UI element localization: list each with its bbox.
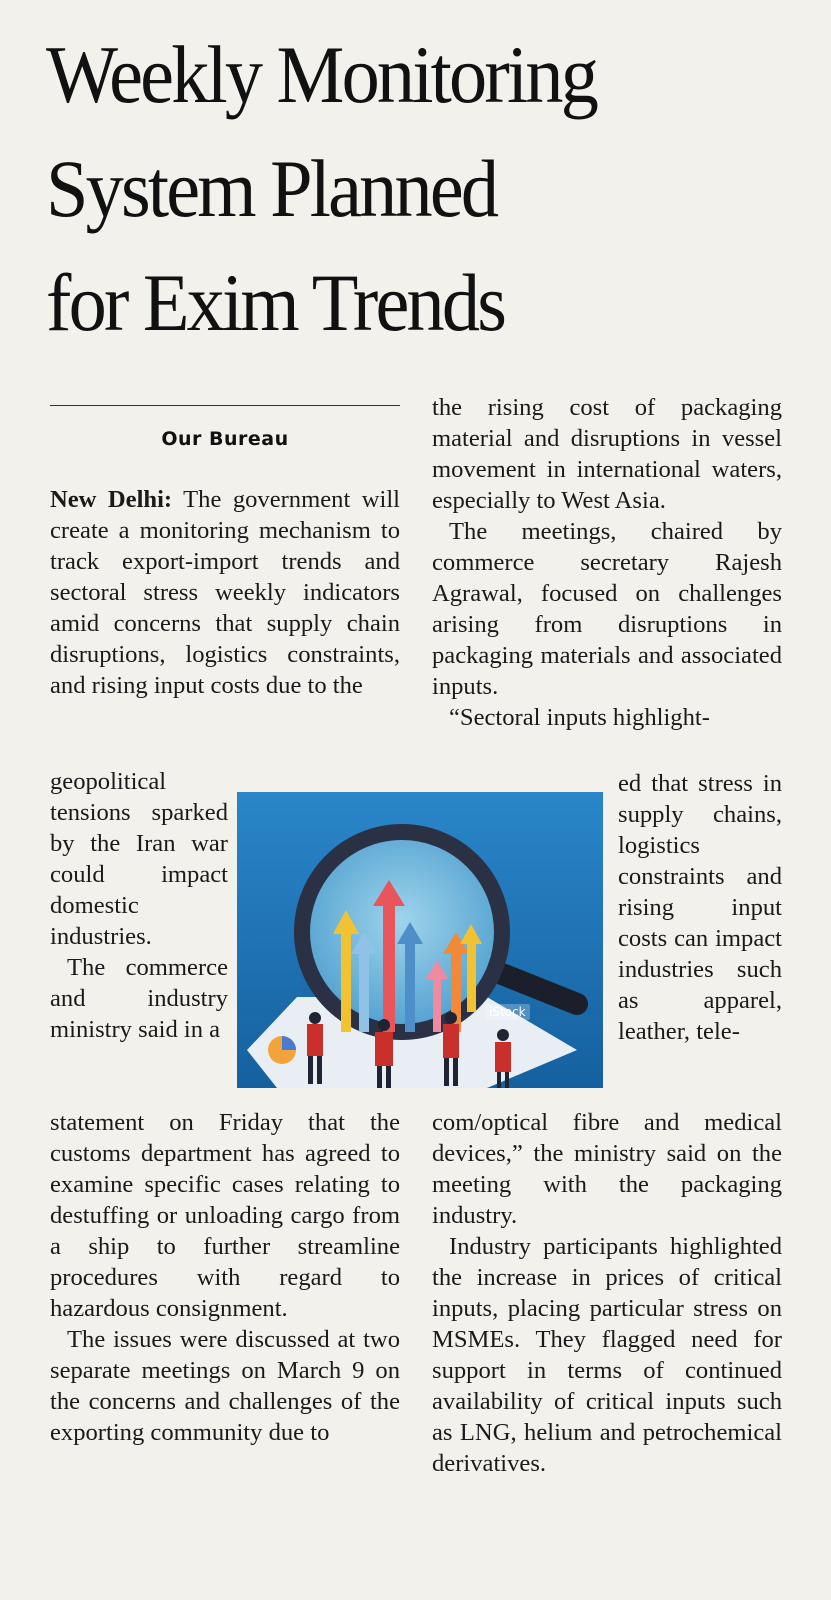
- column-2-top: [432, 392, 782, 733]
- headline-line-3: for Exim Trends: [46, 257, 505, 348]
- headline-line-1: Weekly Monitoring: [46, 29, 597, 120]
- article-photo: [237, 792, 603, 1088]
- paragraph-1-text: The government will create a monitoring mechanism to track export-import trends and sectoral stress weekly indicators amid concerns that supply chain disruptions, logistics constraints, and rising input costs due to the: [50, 486, 401, 699]
- paragraph-6-wrap: ed that stress in supply chains, logistics constraints and rising input costs can impact industries such as apparel, leather, tele-: [618, 770, 782, 1045]
- paragraph-3: The issues were discussed at two separate meetings on March 9 on the concerns and challenges of the exporting community due to: [50, 1326, 400, 1446]
- paragraph-6-lead: “Sectoral inputs highlight-: [449, 704, 710, 731]
- paragraph-1-intro: [50, 484, 400, 701]
- paragraph-1-wrap: geopolitical tensions sparked by the Iran war could impact domestic industries.: [50, 768, 228, 950]
- byline-rule: [50, 405, 400, 406]
- column-1-wrap: [50, 766, 228, 1045]
- magnifying-glass-illustration-icon: [237, 792, 603, 1088]
- paragraph-6-rest: com/optical fibre and medical devices,” the ministry said on the meeting with the packaging industry.: [432, 1109, 782, 1229]
- column-2-bottom: [432, 1107, 782, 1479]
- headline-line-2: System Planned: [46, 143, 497, 234]
- paragraph-2-rest: statement on Friday that the customs department has agreed to examine specific cases relating to destuffing or unloading cargo from a ship to further streamline procedures with regard to hazardous consignment.: [50, 1109, 400, 1322]
- paragraph-2-wrap: The commerce and industry ministry said in a: [50, 954, 228, 1043]
- byline: Our Bureau: [161, 428, 289, 450]
- paragraph-5: The meetings, chaired by commerce secretary Rajesh Agrawal, focused on challenges arising from disruptions in packaging materials and associated inputs.: [432, 518, 782, 700]
- headline: [46, 18, 762, 360]
- column-1-top: [50, 484, 400, 701]
- paragraph-4: the rising cost of packaging material and disruptions in vessel movement in international waters, especially to West Asia.: [432, 394, 782, 514]
- column-1-bottom: [50, 1107, 400, 1448]
- photo-watermark: iStock: [485, 1004, 530, 1020]
- column-2-wrap: [618, 768, 782, 1047]
- paragraph-7: Industry participants highlighted the increase in prices of critical inputs, placing particular stress on MSMEs. They flagged need for support in terms of continued availability of critical inputs such as LNG, helium and petrochemical derivatives.: [432, 1233, 782, 1477]
- dateline: New Delhi:: [50, 486, 173, 513]
